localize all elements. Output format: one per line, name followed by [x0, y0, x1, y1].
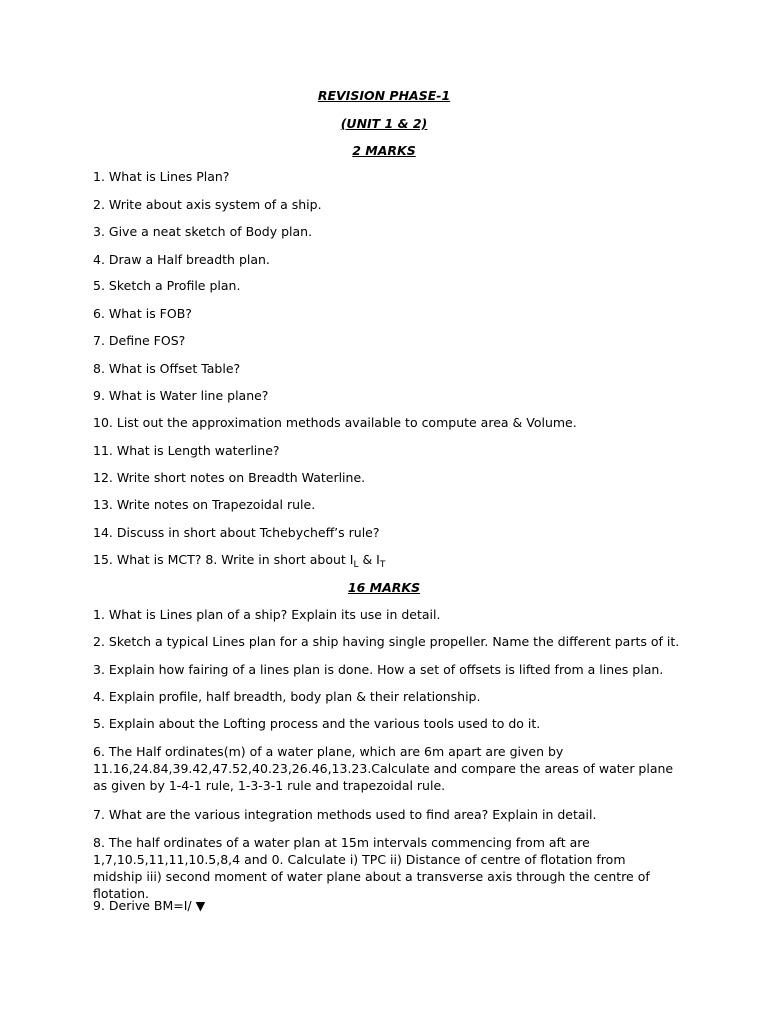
- document-title: REVISION PHASE-1: [317, 88, 451, 103]
- question-16m-1: 1. What is Lines plan of a ship? Explain its use in detail.: [93, 607, 441, 622]
- question-2m-1: 1. What is Lines Plan?: [93, 169, 230, 184]
- document-subtitle: (UNIT 1 & 2): [340, 116, 428, 131]
- question-16m-7: 7. What are the various integration methods used to find area? Explain in detail.: [93, 807, 597, 822]
- question-2m-2: 2. Write about axis system of a ship.: [93, 197, 322, 212]
- question-2m-13: 13. Write notes on Trapezoidal rule.: [93, 497, 316, 512]
- question-16m-5: 5. Explain about the Lofting process and the various tools used to do it.: [93, 716, 541, 731]
- question-2m-15-text: 15. What is MCT? 8. Write in short about I: [93, 552, 354, 567]
- section-heading-2-marks: 2 MARKS: [352, 143, 416, 158]
- question-2m-3: 3. Give a neat sketch of Body plan.: [93, 224, 313, 239]
- question-2m-15: [93, 551, 683, 574]
- section-heading-16-marks: 16 MARKS: [347, 580, 421, 595]
- question-16m-2: 2. Sketch a typical Lines plan for a ship having single propeller. Name the different parts of it.: [93, 634, 680, 649]
- question-2m-4: 4. Draw a Half breadth plan.: [93, 252, 270, 267]
- question-2m-9: 9. What is Water line plane?: [93, 388, 269, 403]
- question-2m-8: 8. What is Offset Table?: [93, 361, 241, 376]
- question-16m-6: 6. The Half ordinates(m) of a water plane, which are 6m apart are given by 11.16,24.84,39.42,47.52,40.23,26.46,13.23.Calculate and compare the areas of water plane as given by 1-4-1 rule, 1-3-3-1 rule and trapezoidal rule.: [93, 744, 674, 793]
- question-2m-7: 7. Define FOS?: [93, 333, 186, 348]
- subscript-t: T: [379, 560, 386, 570]
- subscript-l: L: [353, 560, 359, 570]
- question-2m-11: 11. What is Length waterline?: [93, 443, 280, 458]
- question-2m-14: 14. Discuss in short about Tchebycheff’s rule?: [93, 525, 380, 540]
- question-2m-6: 6. What is FOB?: [93, 306, 192, 321]
- question-2m-12: 12. Write short notes on Breadth Waterline.: [93, 470, 366, 485]
- question-2m-5: 5. Sketch a Profile plan.: [93, 278, 241, 293]
- question-16m-3: 3. Explain how fairing of a lines plan is done. How a set of offsets is lifted from a lines plan.: [93, 662, 664, 677]
- question-2m-15-mid: & I: [358, 552, 380, 567]
- question-16m-4: 4. Explain profile, half breadth, body plan & their relationship.: [93, 689, 481, 704]
- question-16m-8: 8. The half ordinates of a water plan at 15m intervals commencing from aft are 1,7,10.5,11,11,10.5,8,4 and 0. Calculate i) TPC ii) Distance of centre of flotation from midship iii) second moment of water plane about a transverse axis through the centre of flotation.: [93, 835, 650, 901]
- question-2m-10: 10. List out the approximation methods available to compute area & Volume.: [93, 415, 577, 430]
- question-16m-9: 9. Derive BM=I/ ▼: [93, 898, 206, 913]
